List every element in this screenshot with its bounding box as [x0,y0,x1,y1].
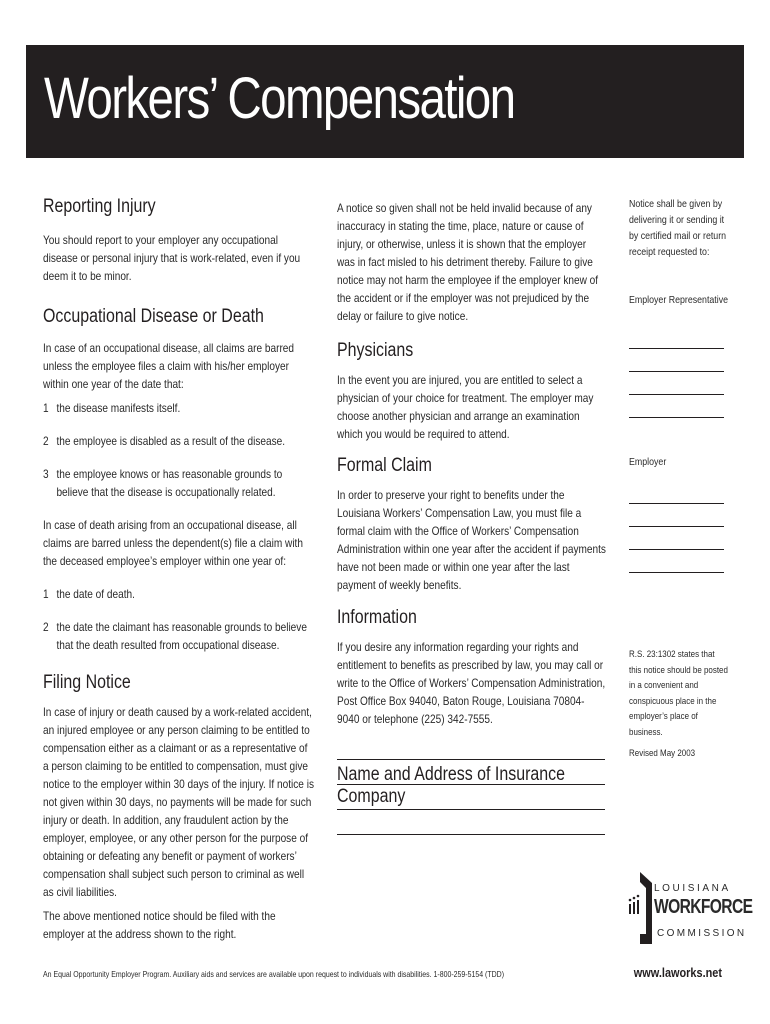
list-item: 3 the employee knows or has reasonable grounds to believe that the disease is occupationally related. [43,467,283,499]
blank-line [337,759,605,760]
blank-line [629,417,724,418]
insurance-lines [337,759,605,835]
notice-given-text: Notice shall be given by delivering it or sending it by certified mail or return receipt requested to: [629,198,727,258]
logo-line-3: COMMISSION [657,928,747,939]
notice-validity-text: A notice so given shall not be held invalid because of any inaccuracy in stating the time, place, nature or cause of injury, or otherwise, unless it is shown that the employer was in fact misled to his detriment thereby. Failure to give notice may not harm the employee if the employer knew of the accident or if the employer was not prejudiced by the delay or failure to give notice. [337,201,599,323]
blank-line [629,572,724,573]
column-left [43,196,315,943]
information-heading: Information [337,607,417,628]
list-item: 2 the employee is disabled as a result of the disease. [43,434,286,448]
page-title: Workers’ Compensation [44,66,515,131]
blank-line [629,503,724,504]
reporting-heading: Reporting Injury [43,196,156,217]
column-right [629,196,729,759]
logo-line-1: LOUISIANA [654,883,731,894]
blank-line [629,526,724,527]
reporting-text: You should report to your employer any occupational disease or personal injury that is work-related, even if you deem it to be minor. [43,233,301,283]
filing-text: In case of injury or death caused by a work-related accident, an injured employee or any person claiming to be entitled to compensation either as a claimant or as a representative of a person claiming to be entitled to compensation, must give notice to the employer within 30 days of the injury. If notice is not given within 30 days, no payments will be made for such injury or death. In addition, any fraudulent action by the employer, employee, or any other person for the purpose of obtaining or defeating any benefit or payment of workers’ compensation shall subject such person to criminal as well as civil liabilities. [43,705,315,899]
formal-claim-text: In order to preserve your right to benefits under the Louisiana Workers’ Compensation Law, you must file a formal claim with the Office of Workers’ Compensation Administration within one year after the accident if payments have not been made or within one year after the last payment of weekly benefits. [337,488,606,592]
blank-line [629,371,724,372]
employer-lines [629,503,724,573]
filing-heading: Filing Notice [43,672,131,693]
revised-date: Revised May 2003 [629,748,696,759]
insurance-heading: Name and Address of Insurance Company [337,764,566,807]
blank-line [337,834,605,835]
employer-rep-label: Employer Representative [629,294,729,306]
website-link[interactable]: www.laworks.net [633,965,722,980]
death-intro: In case of death arising from an occupational disease, all claims are barred unless the dependent(s) file a claim with the deceased employee’s employer within one year of: [43,518,303,568]
blank-line [337,809,605,810]
list-item: 2 the date the claimant has reasonable grounds to believe that the death resulted from occupational disease. [43,620,307,652]
blank-line [629,348,724,349]
lwc-logo [628,872,753,944]
employer-label: Employer [629,456,667,468]
column-middle [337,196,607,808]
blank-line [629,549,724,550]
title-banner [26,45,744,158]
building-icon [628,872,654,944]
physicians-text: In the event you are injured, you are entitled to select a physician of your choice for treatment. The employer may choose another physician and arrange an examination which you would be required to attend. [337,373,594,441]
physicians-heading: Physicians [337,340,414,361]
list-item: 1 the disease manifests itself. [43,401,181,415]
information-text: If you desire any information regarding your rights and entitlement to benefits as prescribed by law, you may call or write to the Office of Workers’ Compensation Administration, Post Office Box 94040, Baton Rouge, Louisiana 70804-9040 or telephone (225) 342-7555. [337,640,606,726]
employer-rep-lines [629,348,724,418]
blank-line [337,784,605,785]
blank-line [629,394,724,395]
occupational-heading: Occupational Disease or Death [43,306,264,327]
eeo-statement: An Equal Opportunity Employer Program. Auxiliary aids and services are available upon request to individuals with disabilities. 1-800-259-5154 (TDD) [43,969,505,979]
filing-text-2: The above mentioned notice should be filed with the employer at the address shown to the right. [43,909,276,941]
formal-claim-heading: Formal Claim [337,455,432,476]
logo-line-2: WORKFORCE [654,896,753,918]
rs-note: R.S. 23:1302 states that this notice should be posted in a convenient and conspicuous place in the employer’s place of business. [629,649,728,738]
occupational-intro: In case of an occupational disease, all claims are barred unless the employee files a claim with his/her employer within one year of the date that: [43,341,295,391]
list-item: 1 the date of death. [43,587,135,601]
